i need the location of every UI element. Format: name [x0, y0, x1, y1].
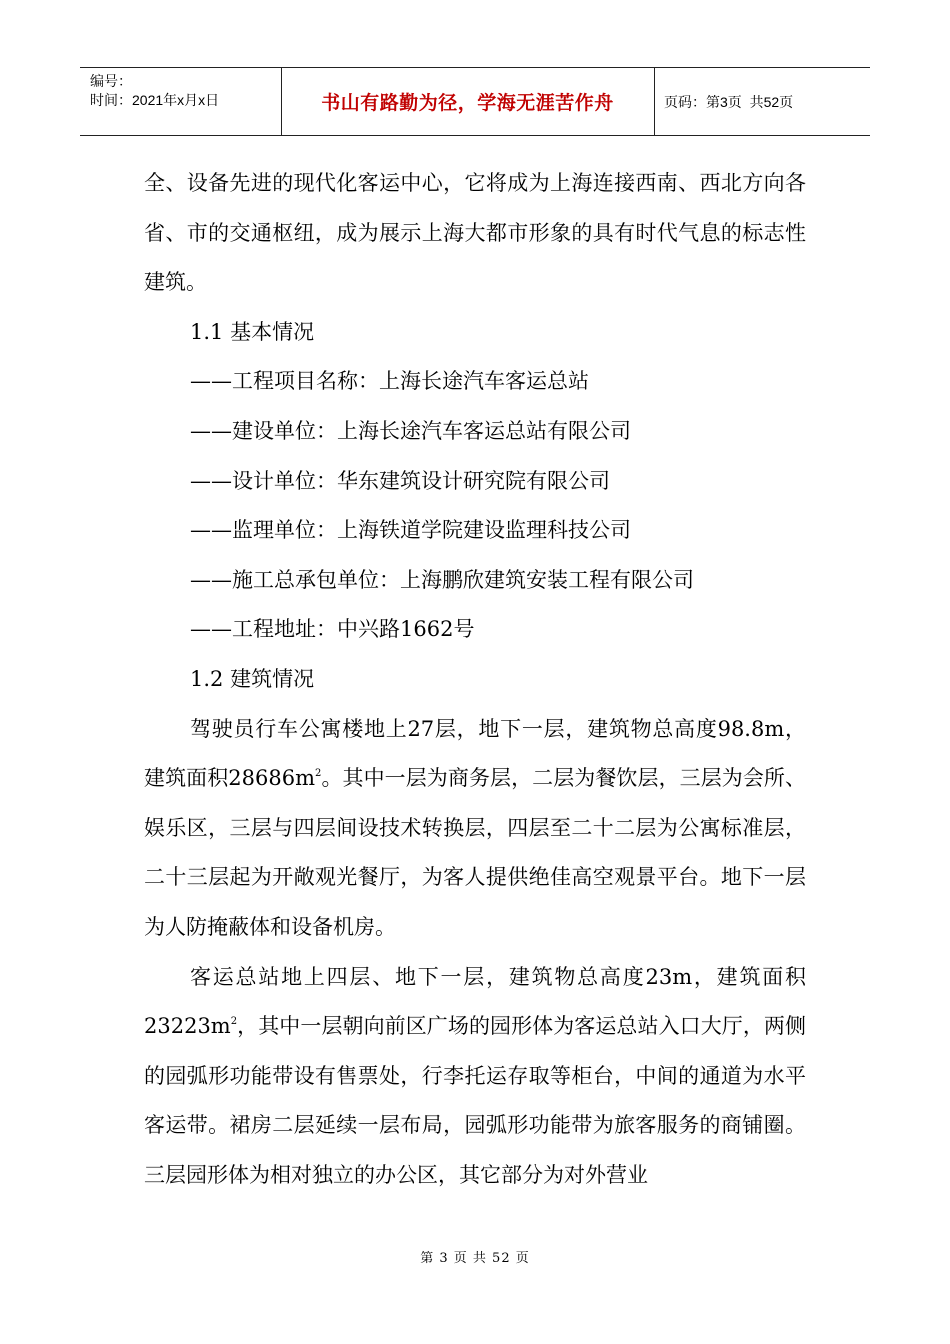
- document-body: [144, 159, 806, 1200]
- info-item-designer: ——设计单位：华东建筑设计研究院有限公司: [190, 468, 610, 493]
- header-info-cell: [80, 68, 282, 135]
- document-date-label: 时间：2021年x月x日: [90, 92, 220, 108]
- paragraph-passenger-station-part1: 客运总站地上四层、地下一层，建筑物总高度23m，建筑面积23223m: [144, 964, 806, 1039]
- header-motto: 书山有路勤为径，学海无涯苦作舟: [281, 68, 655, 135]
- header-page-number: 页码：第3页 共52页: [664, 93, 794, 110]
- superscript-2: 2: [230, 1016, 238, 1028]
- info-item-contractor: ——施工总承包单位：上海鹏欣建筑安装工程有限公司: [190, 567, 694, 592]
- paragraph-driver-apartment-part1: 驾驶员行车公寓楼地上27层，地下一层，建筑物总高度98.8m，建筑面积28686m: [144, 716, 806, 791]
- page-footer: 第 3 页 共 52 页: [420, 1251, 530, 1266]
- document-number-label: 编号：: [90, 73, 132, 89]
- info-item-supervisor: ——监理单位：上海铁道学院建设监理科技公司: [190, 518, 631, 543]
- paragraph-driver-apartment-part2: 。其中一层为商务层，二层为餐饮层，三层为会所、娱乐区，三层与四层间设技术转换层，四层至二十二层为公寓标准层，二十三层起为开敞观光餐厅，为客人提供绝佳高空观景平台。地下一层为人防掩蔽体和设备机房。: [144, 766, 806, 939]
- section-heading-basic-info: 1.1 基本情况: [190, 319, 315, 344]
- paragraph-passenger-station: [144, 953, 806, 1201]
- paragraph-passenger-station-part2: ，其中一层朝向前区广场的园形体为客运总站入口大厅，两侧的园弧形功能带设有售票处，行李托运存取等柜台，中间的通道为水平客运带。裙房二层延续一层布局，园弧形功能带为旅客服务的商铺圈。三层园形体为相对独立的办公区，其它部分为对外营业: [144, 1014, 806, 1187]
- info-item-address: ——工程地址：中兴路1662号: [190, 617, 475, 642]
- paragraph-driver-apartment: [144, 705, 806, 953]
- section-heading-building-info: 1.2 建筑情况: [190, 666, 315, 691]
- page-header: [80, 67, 870, 136]
- info-item-owner: ——建设单位：上海长途汽车客运总站有限公司: [190, 418, 631, 443]
- paragraph-intro-continued: 全、设备先进的现代化客运中心，它将成为上海连接西南、西北方向各省、市的交通枢纽，成为展示上海大都市形象的具有时代气息的标志性建筑。: [144, 171, 806, 295]
- superscript-2: 2: [315, 768, 322, 780]
- info-item-project-name: ——工程项目名称：上海长途汽车客运总站: [190, 369, 589, 394]
